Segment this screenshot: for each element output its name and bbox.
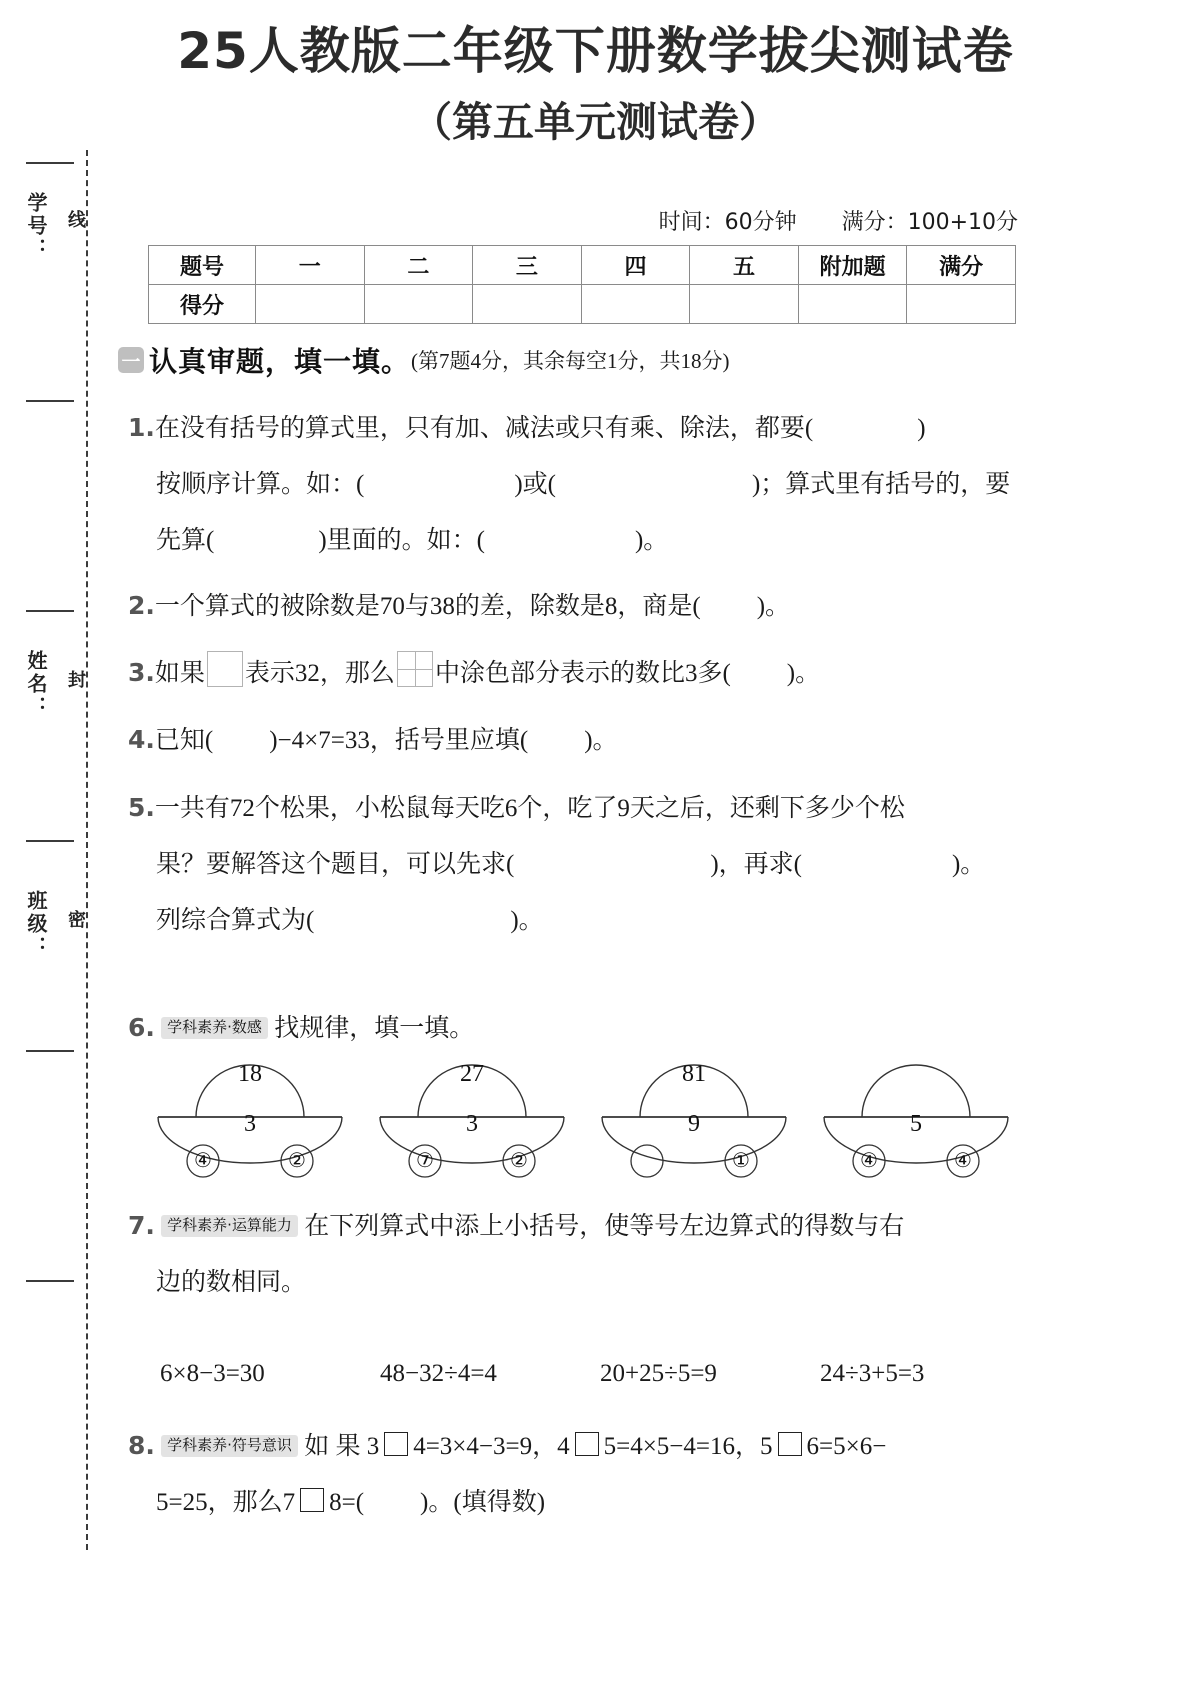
- equation-4[interactable]: 24÷3+5=3: [820, 1360, 925, 1387]
- question-3-text-b: 表示32，那么: [244, 660, 395, 687]
- margin-strip: [0, 150, 110, 1550]
- question-7: [128, 1198, 1038, 1311]
- question-1-line-3: [128, 513, 1028, 569]
- score-cell-3[interactable]: [473, 285, 582, 324]
- competency-badge: 学科素养·符号意识: [161, 1435, 298, 1457]
- margin-rule: [26, 610, 74, 612]
- quarter-grid-square-icon: [397, 651, 433, 687]
- question-8-text-d: 6=5×6−: [806, 1433, 887, 1460]
- exam-meta: [148, 205, 1018, 236]
- question-5-text-a: 一共有72个松果，小松鼠每天吃6个，吃了9天之后，还剩下多少个松: [154, 795, 905, 822]
- ufo-right-circle-number[interactable]: ②: [288, 1150, 306, 1172]
- question-3-text-d: )。: [786, 660, 821, 687]
- question-8-text-c: 5=4×5−4=16，5: [603, 1433, 773, 1460]
- question-5-text-e: 列综合算式为(: [156, 907, 315, 934]
- margin-mark-mi: 密: [65, 910, 86, 928]
- score-cell-bonus[interactable]: [798, 285, 907, 324]
- question-5-text-c: )，再求(: [710, 851, 802, 878]
- exam-full-score: 满分：100+10分: [841, 210, 1018, 235]
- question-7-text-a: 在下列算式中添上小括号，使等号左边算式的得数与右: [304, 1213, 905, 1240]
- question-4-number: 4.: [128, 725, 155, 754]
- competency-badge: 学科素养·数感: [161, 1017, 268, 1039]
- question-8-text-b: 4=3×4−3=9，4: [413, 1433, 570, 1460]
- question-5-text-f: )。: [510, 907, 544, 934]
- plain-square-icon: [207, 651, 243, 687]
- operator-box-icon[interactable]: [384, 1432, 408, 1456]
- dashed-fold-line: [86, 150, 88, 1550]
- exam-time: 时间：60分钟: [658, 210, 797, 235]
- question-5-text-d: )。: [951, 851, 986, 878]
- question-3-text-c: 中涂色部分表示的数比3多(: [434, 660, 731, 687]
- ufo-left-circle-number[interactable]: ⑦: [416, 1150, 434, 1172]
- page-subtitle: （第五单元测试卷）: [411, 98, 780, 146]
- question-8: [128, 1418, 1038, 1531]
- ufo-left-circle-number[interactable]: ④: [860, 1150, 878, 1172]
- ufo-bottom-number: 3: [466, 1111, 478, 1137]
- ufo-right-circle-number[interactable]: ②: [510, 1150, 528, 1172]
- score-col-total: 满分: [907, 246, 1016, 285]
- table-row-scores: [149, 285, 1016, 324]
- ufo-diagram-2: [372, 1045, 572, 1185]
- question-4-text-b: )−4×7=33，括号里应填(: [269, 727, 529, 754]
- question-5-text-b: 果？要解答这个题目，可以先求(: [156, 851, 515, 878]
- question-5-line-3: [128, 893, 1028, 949]
- question-3-text-a: 如果: [154, 660, 205, 687]
- margin-rule: [26, 1280, 74, 1282]
- question-6-text: 找规律，填一填。: [274, 1015, 475, 1042]
- score-col-5: 五: [690, 246, 799, 285]
- question-1-text-g: )里面的。如：(: [318, 527, 485, 554]
- ufo-right-circle-number[interactable]: ①: [732, 1150, 750, 1172]
- score-cell-1[interactable]: [256, 285, 365, 324]
- question-4-text-a: 已知(: [154, 727, 214, 754]
- question-1: [128, 400, 1028, 569]
- score-cell-4[interactable]: [581, 285, 690, 324]
- margin-field-name: 姓名：: [24, 650, 48, 719]
- score-col-bonus: 附加题: [798, 246, 907, 285]
- operator-box-icon[interactable]: [778, 1432, 802, 1456]
- section-one-header: [118, 340, 1038, 380]
- ufo-top-number: 27: [460, 1061, 484, 1087]
- ufo-left-circle-number[interactable]: ④: [194, 1150, 212, 1172]
- question-4-text-c: )。: [584, 727, 618, 754]
- question-8-number: 8.: [128, 1431, 155, 1460]
- question-2: [128, 578, 1028, 635]
- margin-field-class: 班级：: [24, 890, 48, 959]
- ufo-top-number: 18: [238, 1061, 262, 1087]
- ufo-diagram-1: [150, 1045, 350, 1185]
- question-3: [128, 645, 1028, 702]
- question-7-text-b: 边的数相同。: [156, 1269, 307, 1296]
- equation-1[interactable]: 6×8−3=30: [160, 1360, 265, 1387]
- section-points: (第7题4分，其余每空1分，共18分): [411, 349, 730, 373]
- question-1-line-2: [128, 457, 1028, 513]
- question-7-number: 7.: [128, 1211, 155, 1240]
- question-7-line-1: [128, 1198, 1038, 1255]
- score-table-row-label-1: 题号: [149, 246, 256, 285]
- question-1-line-1: [128, 400, 1028, 457]
- score-cell-total[interactable]: [907, 285, 1016, 324]
- question-5-line-2: [128, 837, 1028, 893]
- margin-mark-feng: 封: [65, 670, 86, 688]
- question-1-text-d: )或(: [514, 471, 556, 498]
- ufo-top-number: 81: [682, 1061, 706, 1087]
- question-8-text-a: 如 果 3: [304, 1433, 380, 1460]
- question-4: [128, 712, 1028, 769]
- equation-2[interactable]: 48−32÷4=4: [380, 1360, 497, 1387]
- score-col-1: 一: [256, 246, 365, 285]
- section-title: 认真审题，填一填。: [149, 345, 411, 378]
- question-8-line-1: [128, 1418, 1038, 1475]
- question-8-text-g: )。(填得数): [420, 1489, 546, 1516]
- question-8-text-e: 5=25，那么7: [156, 1489, 296, 1516]
- question-8-text-f: 8=(: [329, 1489, 365, 1516]
- margin-rule: [26, 1050, 74, 1052]
- score-cell-2[interactable]: [364, 285, 473, 324]
- score-cell-5[interactable]: [690, 285, 799, 324]
- ufo-bottom-number: 5: [910, 1111, 922, 1137]
- question-1-text-e: )；算式里有括号的，要: [751, 471, 1011, 498]
- operator-box-icon[interactable]: [575, 1432, 599, 1456]
- ufo-diagram-4: [816, 1045, 1016, 1185]
- margin-rule: [26, 162, 74, 164]
- question-1-text-b: ): [917, 415, 926, 442]
- section-number-badge: 一: [118, 347, 144, 373]
- ufo-right-circle-number[interactable]: ④: [954, 1150, 972, 1172]
- question-6-diagram-row: [150, 1045, 1030, 1185]
- question-1-text-a: 在没有括号的算式里，只有加、减法或只有乘、除法，都要(: [154, 415, 814, 442]
- score-table: [148, 245, 1016, 324]
- question-1-text-c: 按顺序计算。如：(: [156, 471, 365, 498]
- score-col-3: 三: [473, 246, 582, 285]
- question-5-number: 5.: [128, 793, 155, 822]
- question-7-line-2: [128, 1255, 1038, 1311]
- table-row-header: [149, 246, 1016, 285]
- score-col-2: 二: [364, 246, 473, 285]
- question-5-line-1: [128, 780, 1028, 837]
- question-1-text-h: )。: [634, 527, 669, 554]
- question-6-number: 6.: [128, 1013, 155, 1042]
- question-2-number: 2.: [128, 591, 155, 620]
- ufo-diagram-3: [594, 1045, 794, 1185]
- margin-field-student-id: 学号：: [24, 192, 48, 261]
- question-2-text-a: 一个算式的被除数是70与38的差，除数是8，商是(: [154, 593, 701, 620]
- question-1-number: 1.: [128, 413, 155, 442]
- question-7-equations: [160, 1360, 1040, 1388]
- score-col-4: 四: [581, 246, 690, 285]
- question-8-line-2: [128, 1475, 1038, 1531]
- question-3-number: 3.: [128, 658, 155, 687]
- competency-badge: 学科素养·运算能力: [161, 1215, 298, 1237]
- question-2-text-b: )。: [756, 593, 791, 620]
- title-block: [0, 22, 1191, 148]
- question-1-text-f: 先算(: [156, 527, 215, 554]
- ufo-bottom-number: 3: [244, 1111, 256, 1137]
- page-title: 25人教版二年级下册数学拔尖测试卷: [177, 22, 1014, 80]
- operator-box-icon[interactable]: [300, 1488, 324, 1512]
- score-table-row-label-2: 得分: [149, 285, 256, 324]
- equation-3[interactable]: 20+25÷5=9: [600, 1360, 717, 1387]
- margin-rule: [26, 400, 74, 402]
- question-5: [128, 780, 1028, 949]
- margin-mark-xian: 线: [65, 210, 86, 228]
- ufo-bottom-number: 9: [688, 1111, 700, 1137]
- margin-rule: [26, 840, 74, 842]
